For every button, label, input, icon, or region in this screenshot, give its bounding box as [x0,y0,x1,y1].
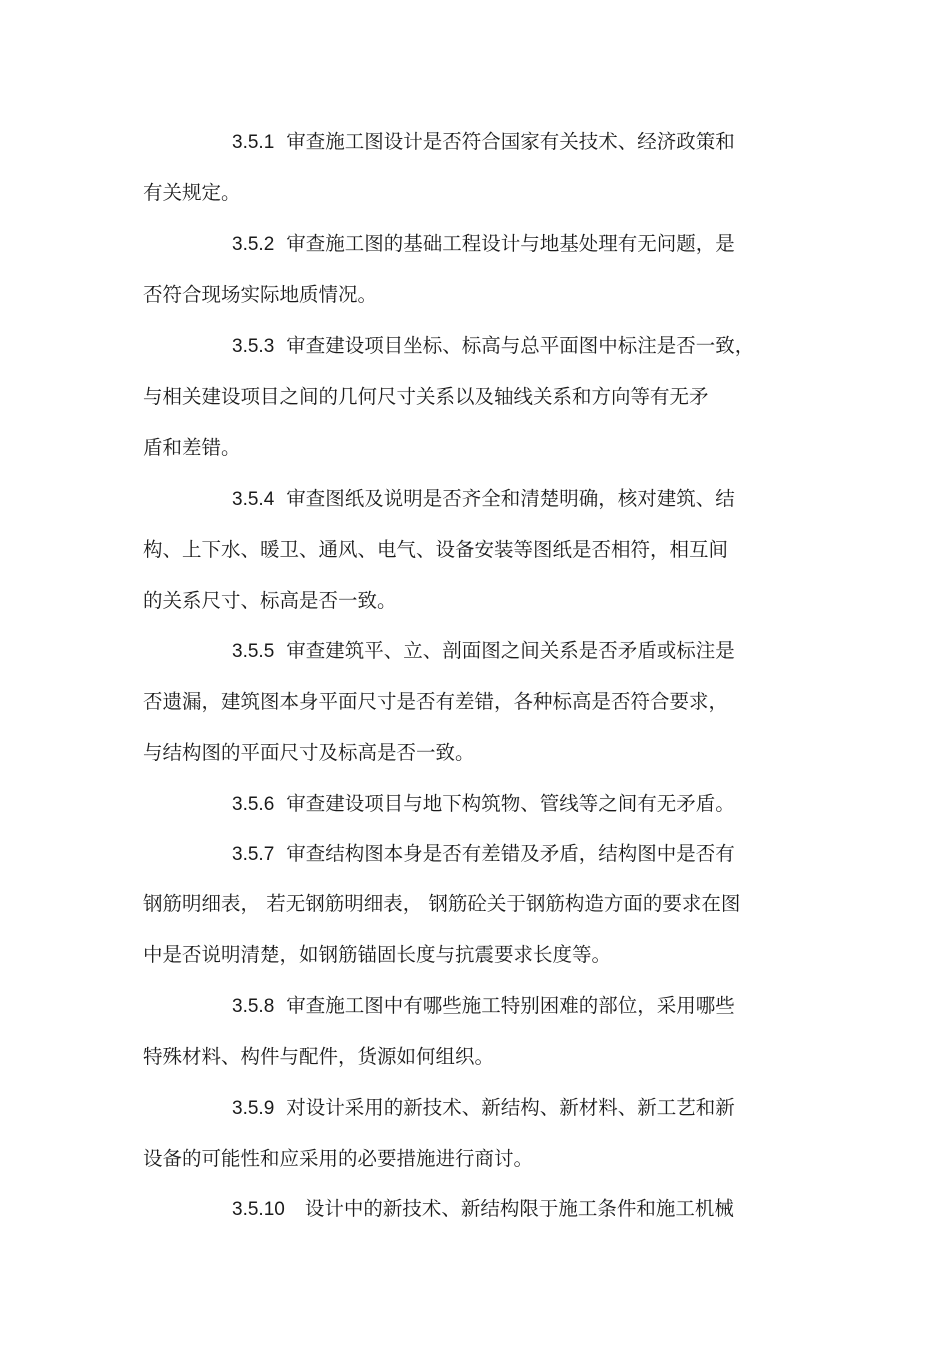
paragraph-3-5-5-line-2: 否遗漏，建筑图本身平面尺寸是否有差错，各种标高是否符合要求， [143,690,729,713]
paragraph-3-5-9-line-2: 设备的可能性和应采用的必要措施进行商讨。 [143,1147,534,1170]
section-number: 3.5.7 [232,844,275,865]
paragraph-text: 审查施工图的基础工程设计与地基处理有无问题，是 [286,232,735,255]
paragraph-3-5-8-line-2: 特殊材料、构件与配件，货源如何组织。 [143,1045,495,1068]
section-number: 3.5.2 [232,234,275,255]
paragraph-3-5-5-line-3: 与结构图的平面尺寸及标高是否一致。 [143,741,475,764]
paragraph-3-5-2-line-1 [232,230,892,258]
paragraph-3-5-4-line-1 [232,485,892,513]
paragraph-text: 审查施工图设计是否符合国家有关技术、经济政策和 [286,130,735,153]
paragraph-text: 审查建设项目坐标、标高与总平面图中标注是否一致， [286,334,755,357]
paragraph-3-5-4-line-3: 的关系尺寸、标高是否一致。 [143,589,397,612]
paragraph-text: 审查图纸及说明是否齐全和清楚明确，核对建筑、结 [286,487,735,510]
paragraph-3-5-3-line-3: 盾和差错。 [143,436,241,459]
section-number: 3.5.9 [232,1098,275,1119]
section-number: 3.5.10 [232,1199,285,1220]
paragraph-3-5-1-line-2: 有关规定。 [143,181,241,204]
section-number: 3.5.5 [232,641,275,662]
paragraph-3-5-4-line-2: 构、上下水、暖卫、通风、电气、设备安装等图纸是否相符，相互间 [143,538,729,561]
paragraph-3-5-9-line-1 [232,1094,892,1122]
section-number: 3.5.3 [232,336,275,357]
paragraph-3-5-3-line-2: 与相关建设项目之间的几何尺寸关系以及轴线关系和方向等有无矛 [143,385,709,408]
paragraph-text: 审查施工图中有哪些施工特别困难的部位，采用哪些 [286,994,735,1017]
paragraph-3-5-8-line-1 [232,992,892,1020]
paragraph-text: 设计中的新技术、新结构限于施工条件和施工机械 [304,1197,734,1220]
paragraph-3-5-3-line-1 [232,332,892,360]
paragraph-3-5-10-line-1 [232,1195,892,1223]
paragraph-text: 审查建设项目与地下构筑物、管线等之间有无矛盾。 [286,792,735,815]
paragraph-3-5-5-line-1 [232,637,892,665]
paragraph-3-5-6-line-1 [232,790,892,818]
paragraph-3-5-7-line-2: 钢筋明细表， 若无钢筋明细表， 钢筋砼关于钢筋构造方面的要求在图 [143,892,741,915]
paragraph-3-5-7-line-3: 中是否说明清楚，如钢筋锚固长度与抗震要求长度等。 [143,943,612,966]
section-number: 3.5.6 [232,794,275,815]
paragraph-3-5-7-line-1 [232,840,892,868]
section-number: 3.5.8 [232,996,275,1017]
paragraph-text: 审查结构图本身是否有差错及矛盾，结构图中是否有 [286,842,735,865]
paragraph-text: 审查建筑平、立、剖面图之间关系是否矛盾或标注是 [286,639,735,662]
section-number: 3.5.4 [232,489,275,510]
section-number: 3.5.1 [232,132,275,153]
paragraph-3-5-1-line-1 [232,128,892,156]
paragraph-3-5-2-line-2: 否符合现场实际地质情况。 [143,283,378,306]
paragraph-text: 对设计采用的新技术、新结构、新材料、新工艺和新 [286,1096,735,1119]
